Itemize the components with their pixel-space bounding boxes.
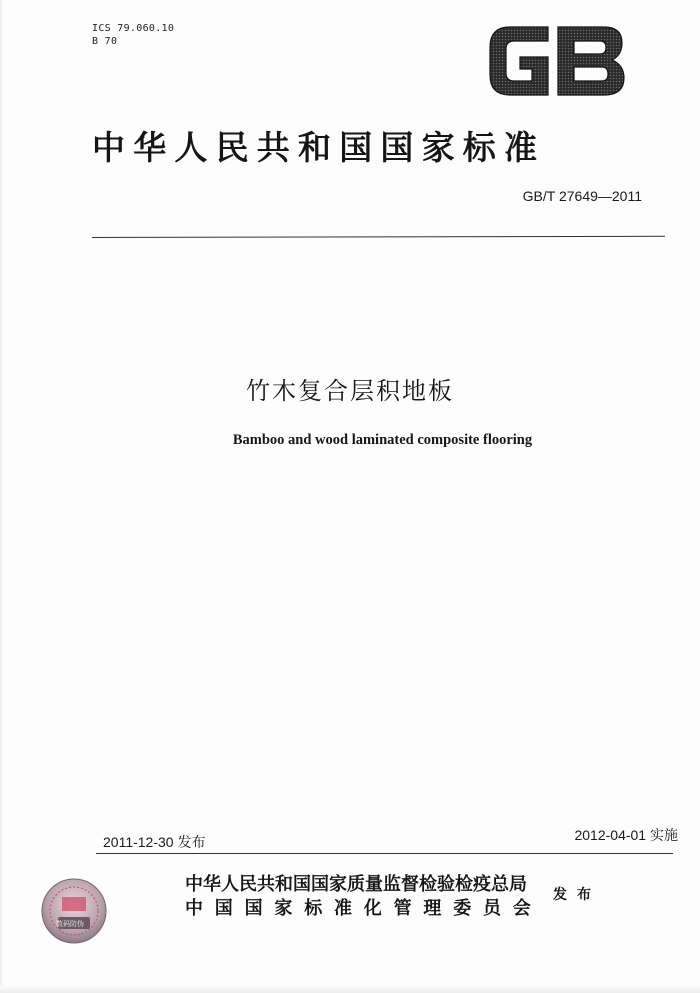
standard-number: GB/T 27649—2011 <box>522 188 642 204</box>
publish-label: 发布 <box>553 887 601 903</box>
title-chinese: 竹木复合层积地板 <box>246 377 454 405</box>
ics-code: ICS 79.060.10 <box>92 23 175 34</box>
title-english: Bamboo and wood laminated composite flooring <box>232 432 533 448</box>
seal-caption: 数码防伪 <box>56 920 84 928</box>
ccs-code: B 70 <box>92 36 118 47</box>
issuing-authorities <box>185 873 543 921</box>
authority-aqsiq: 中华人民共和国国家质量监督检验检疫总局 <box>185 874 527 895</box>
issue-date: 2011-12-30 发布 <box>103 834 206 850</box>
classification-codes <box>92 22 174 48</box>
gb-logo <box>486 23 626 99</box>
implementation-date: 2012-04-01 实施 <box>574 827 678 843</box>
anti-counterfeit-seal-icon <box>40 877 108 945</box>
top-divider <box>92 236 665 238</box>
bottom-divider <box>96 853 673 854</box>
authority-sac: 中国国家标准化管理委员会 <box>185 898 543 919</box>
national-standard-heading: 中华人民共和国国家标准 <box>92 128 546 167</box>
scan-edge <box>0 0 3 993</box>
scan-bottom-edge <box>0 985 700 993</box>
